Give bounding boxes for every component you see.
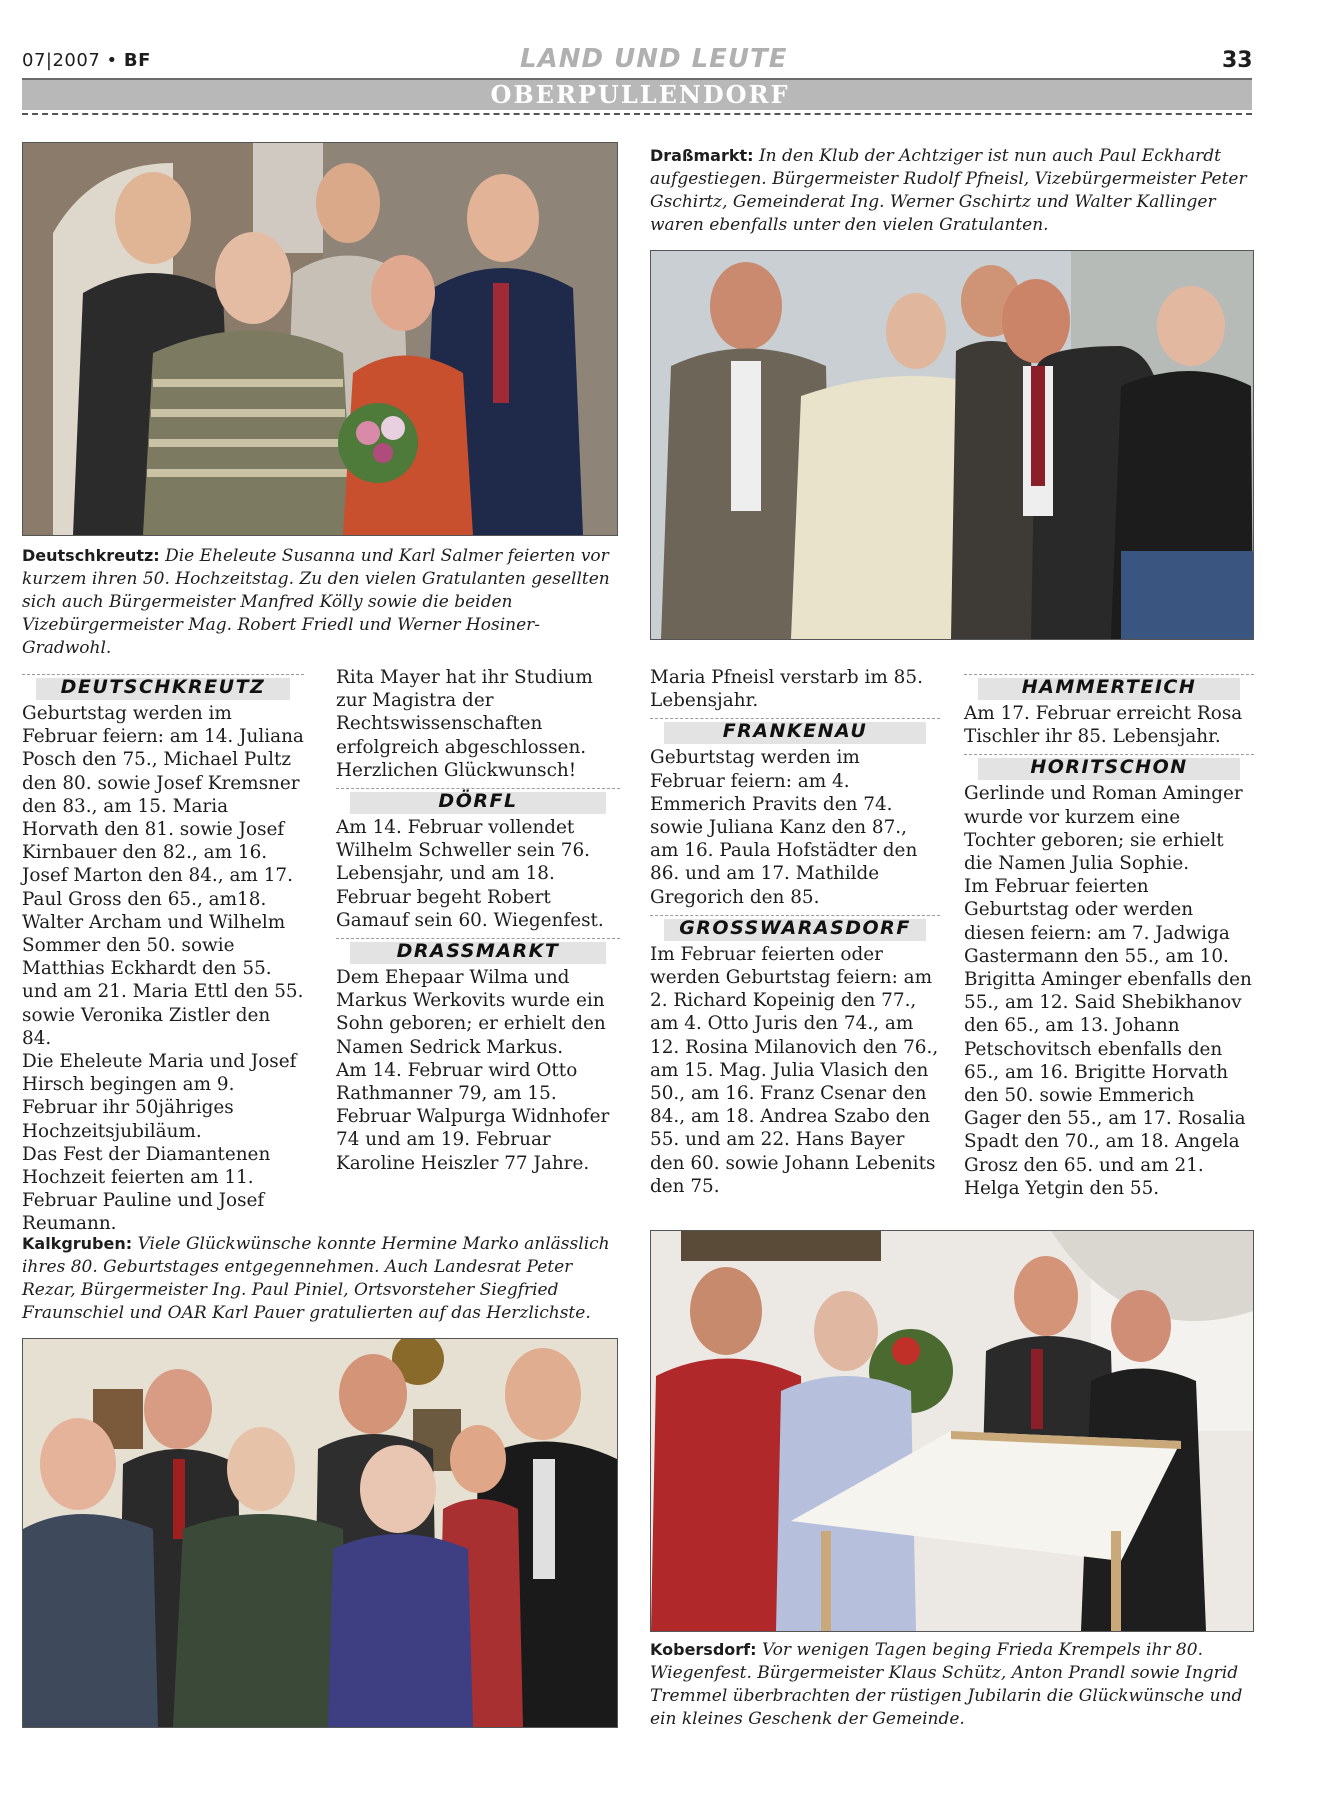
section-rule — [336, 788, 620, 789]
section-title: GROSSWARASDORF — [679, 916, 911, 939]
caption-text: In den Klub der Achtziger ist nun auch Paul Eckhardt aufgestiegen. Bürgermeister Rudolf Pfneisl, Vizebürgermeister Peter Gschirtz, Gemeinderat Ing. Werner Gschirtz und Walter Kallinger waren ebenfalls unter den vielen Gratulanten. — [650, 146, 1247, 235]
section-header-horitschon — [964, 750, 1254, 780]
caption-deutschkreutz — [22, 544, 616, 660]
article-text: Maria Pfneisl verstarb im 85. Lebensjahr. — [650, 667, 923, 712]
section-title: HAMMERTEICH — [1021, 676, 1197, 698]
section-title: OBERPULLENDORF — [490, 80, 790, 109]
article-text: Die Eheleute Maria und Josef Hirsch begingen am 9. Februar ihr 50jähriges Hochzeitsjubiläum. — [22, 1051, 297, 1142]
section-header-doerfl — [336, 784, 620, 814]
article-text: Geburtstag werden im Februar feiern: am 4. Emmerich Pravits den 74. sowie Juliana Kanz den 87., am 16. Paula Hofstädter den 86. und am 17. Mathilde Gregorich den 85. — [650, 747, 918, 908]
section-rule — [650, 915, 940, 916]
caption-place: Kobersdorf: — [650, 1640, 757, 1659]
photo-deutschkreutz — [22, 142, 618, 536]
article-text: Rita Mayer hat ihr Studium zur Magistra der Rechtswissenschaften erfolgreich abgeschlossen. Herzlichen Glückwunsch! — [336, 667, 593, 781]
article-text: Am 17. Februar erreicht Rosa Tischler ihr 85. Lebensjahr. — [964, 703, 1243, 748]
section-title: DEUTSCHKREUTZ — [60, 676, 266, 698]
section-rule — [650, 718, 940, 719]
issue-label — [22, 50, 151, 71]
section-title: DÖRFL — [438, 790, 518, 813]
caption-text: Viele Glückwünsche konnte Hermine Marko anlässlich ihres 80. Geburtstages entgegennehmen. Auch Landesrat Peter Rezar, Bürgermeister Ing. Paul Piniel, Ortsvorsteher Siegfried Fraunschiel und OAR Karl Pauer gratulierten auf das Herzlichste. — [22, 1234, 610, 1323]
caption-text: Die Eheleute Susanna und Karl Salmer feierten vor kurzem ihren 50. Hochzeitstag. Zu den vielen Gratulanten gesellten sich auch Bürgermeister Manfred Kölly sowie die beiden Vizebürgermeister Mag. Robert Friedl und Werner Hosiner-Gradwohl. — [22, 546, 610, 658]
section-rule — [22, 674, 304, 675]
caption-text: Vor wenigen Tagen beging Frieda Krempels ihr 80. Wiegenfest. Bürgermeister Klaus Schütz, Anton Prandl sowie Ingrid Tremmel überbrachten der rüstigen Jubilarin die Glückwünsche und ein kleines Geschenk der Gemeinde. — [650, 1640, 1243, 1729]
section-header-frankenau — [650, 714, 940, 744]
issue-number: 07|2007 — [22, 50, 101, 71]
page-number: 33 — [1222, 48, 1253, 73]
section-header-deutschkreutz — [22, 670, 304, 700]
header-dashed-divider — [22, 113, 1252, 115]
photo-kobersdorf — [650, 1230, 1254, 1632]
article-text: Im Februar feierten oder werden Geburtstag feiern: am 2. Richard Kopeinig den 77., am 4. Otto Juris den 74., am 12. Rosina Milanovich den 76., am 15. Mag. Julia Vlasich den 50., am 16. Franz Csenar den 84., am 18. Andrea Szabo den 55. und am 22. Hans Bayer den 60. sowie Johann Lebenits den 75. — [650, 943, 939, 1197]
section-rule — [964, 754, 1254, 755]
section-rule — [336, 938, 620, 939]
column-2 — [336, 666, 620, 1175]
caption-place: Draßmarkt: — [650, 146, 754, 165]
article-text: Am 14. Februar wird Otto Rathmanner 79, am 15. Februar Walpurga Widnhofer 74 und am 19. Februar Karoline Heiszler 77 Jahre. — [336, 1059, 610, 1174]
column-1 — [22, 668, 304, 1236]
caption-kalkgruben — [22, 1232, 616, 1325]
caption-drassmarkt — [650, 144, 1252, 237]
section-header-drassmarkt — [336, 934, 620, 964]
article-text: Das Fest der Diamantenen Hochzeit feierten am 11. Februar Pauline und Josef Reumann. — [22, 1143, 271, 1235]
brand-name: BF — [123, 50, 151, 71]
article-text: Dem Ehepaar Wilma und Markus Werkovits wurde ein Sohn geboren; er erhielt den Namen Sedrick Markus. — [336, 967, 606, 1058]
section-title: DRASSMARKT — [396, 940, 560, 963]
caption-place: Kalkgruben: — [22, 1234, 133, 1253]
section-title: FRANKENAU — [722, 720, 868, 743]
section-title: HORITSCHON — [1030, 756, 1188, 779]
column-4 — [964, 668, 1254, 1200]
photo-drassmarkt — [650, 250, 1254, 640]
caption-kobersdorf — [650, 1638, 1252, 1731]
section-header-grosswarasdorf — [650, 911, 940, 941]
article-text: Geburtstag werden im Februar feiern: am 14. Juliana Posch den 75., Michael Pultz den 80. sowie Josef Kremsner den 83., am 15. Maria Horvath den 81. sowie Josef Kirnbauer den 82., am 16. Josef Marton den 84., am 17. Paul Gross den 65., am18. Walter Archam und Wilhelm Sommer den 50. sowie Matthias Eckhardt den 55. und am 21. Maria Ettl den 55. sowie Veronika Zistler den 84. — [22, 703, 304, 1049]
rubric-title: LAND UND LEUTE — [520, 44, 788, 74]
caption-place: Deutschkreutz: — [22, 546, 160, 565]
article-text: Im Februar feierten Geburtstag oder werden diesen feiern: am 7. Jadwiga Gastermann den 55., am 10. Brigitta Aminger ebenfalls den 55., am 12. Said Shebikhanov den 65., am 13. Johann Petschovitsch ebenfalls den 65., am 16. Brigitte Horvath den 50. sowie Emmerich Gager den 55., am 17. Rosalia Spadt den 70., am 18. Angela Grosz den 65. und am 21. Helga Yetgin den 55. — [964, 876, 1252, 1199]
column-3 — [650, 666, 940, 1198]
section-header-hammerteich — [964, 670, 1254, 700]
article-text: Gerlinde und Roman Aminger wurde vor kurzem eine Tochter geboren; sie erhielt die Namen Julia Sophie. — [964, 783, 1243, 875]
photo-kalkgruben — [22, 1338, 618, 1728]
article-text: Am 14. Februar vollendet Wilhelm Schweller sein 76. Lebensjahr, und am 18. Februar begeht Robert Gamauf sein 60. Wiegenfest. — [336, 817, 604, 931]
issue-separator: • — [106, 50, 118, 71]
section-rule — [964, 674, 1254, 675]
